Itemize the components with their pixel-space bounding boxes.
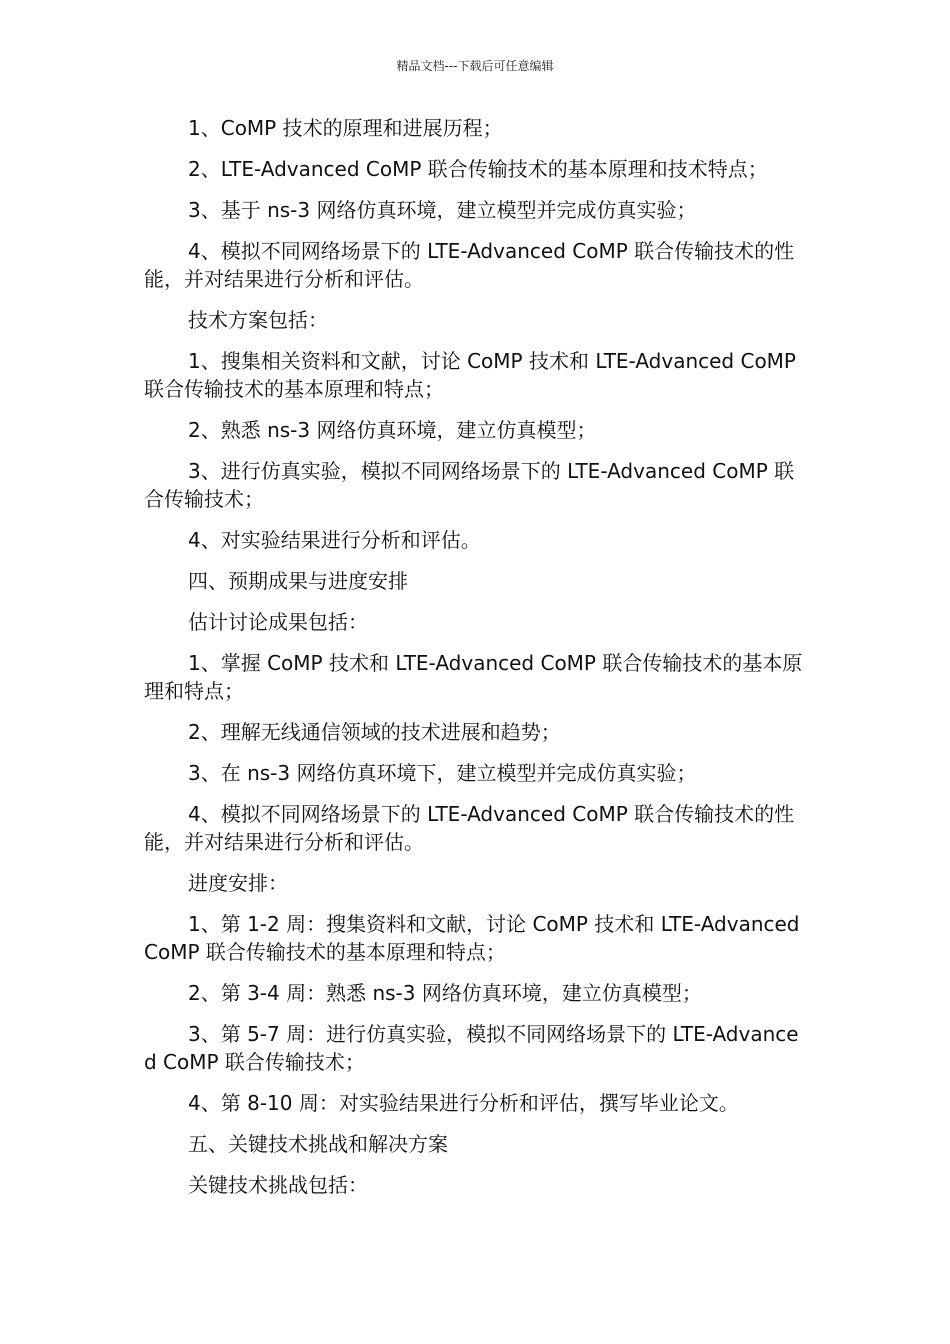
list-item: 4、模拟不同网络场景下的 LTE-Advanced CoMP 联合传输技术的性能，并对结果进行分析和评估。 — [144, 802, 795, 854]
list-item: 1、第 1-2 周：搜集资料和文献，讨论 CoMP 技术和 LTE-Advanced CoMP 联合传输技术的基本原理和特点； — [144, 912, 800, 964]
list-item: 3、进行仿真实验，模拟不同网络场景下的 LTE-Advanced CoMP 联合传输技术； — [144, 459, 795, 511]
list-item: 3、在 ns-3 网络仿真环境下，建立模型并完成仿真实验； — [188, 761, 697, 785]
list-item: 2、第 3-4 周：熟悉 ns-3 网络仿真环境，建立仿真模型； — [188, 981, 702, 1005]
section-label: 进度安排： — [188, 871, 288, 895]
section-label: 估计讨论成果包括： — [188, 610, 368, 634]
list-item: 2、LTE-Advanced CoMP 联合传输技术的基本原理和技术特点； — [188, 157, 768, 181]
list-item: 2、熟悉 ns-3 网络仿真环境，建立仿真模型； — [188, 418, 597, 442]
list-item: 2、理解无线通信领域的技术进展和趋势； — [188, 720, 561, 744]
list-item: 4、第 8-10 周：对实验结果进行分析和评估，撰写毕业论文。 — [188, 1091, 739, 1115]
list-item: 4、对实验结果进行分析和评估。 — [188, 528, 481, 552]
document-body — [144, 114, 804, 1212]
section-heading: 四、预期成果与进度安排 — [188, 569, 408, 593]
list-item: 1、搜集相关资料和文献，讨论 CoMP 技术和 LTE-Advanced CoMP 联合传输技术的基本原理和特点； — [144, 349, 796, 401]
list-item: 1、掌握 CoMP 技术和 LTE-Advanced CoMP 联合传输技术的基本原理和特点； — [144, 651, 803, 703]
list-item: 3、基于 ns-3 网络仿真环境，建立模型并完成仿真实验； — [188, 198, 697, 222]
section-label: 关键技术挑战包括： — [188, 1173, 368, 1197]
section-label: 技术方案包括： — [188, 308, 328, 332]
list-item: 1、CoMP 技术的原理和进展历程； — [188, 116, 503, 140]
section-heading: 五、关键技术挑战和解决方案 — [188, 1132, 448, 1156]
page-header: 精品文档---下载后可任意编辑 — [396, 59, 554, 73]
list-item: 3、第 5-7 周：进行仿真实验，模拟不同网络场景下的 LTE-Advanced CoMP 联合传输技术； — [144, 1022, 799, 1074]
list-item: 4、模拟不同网络场景下的 LTE-Advanced CoMP 联合传输技术的性能，并对结果进行分析和评估。 — [144, 239, 795, 291]
